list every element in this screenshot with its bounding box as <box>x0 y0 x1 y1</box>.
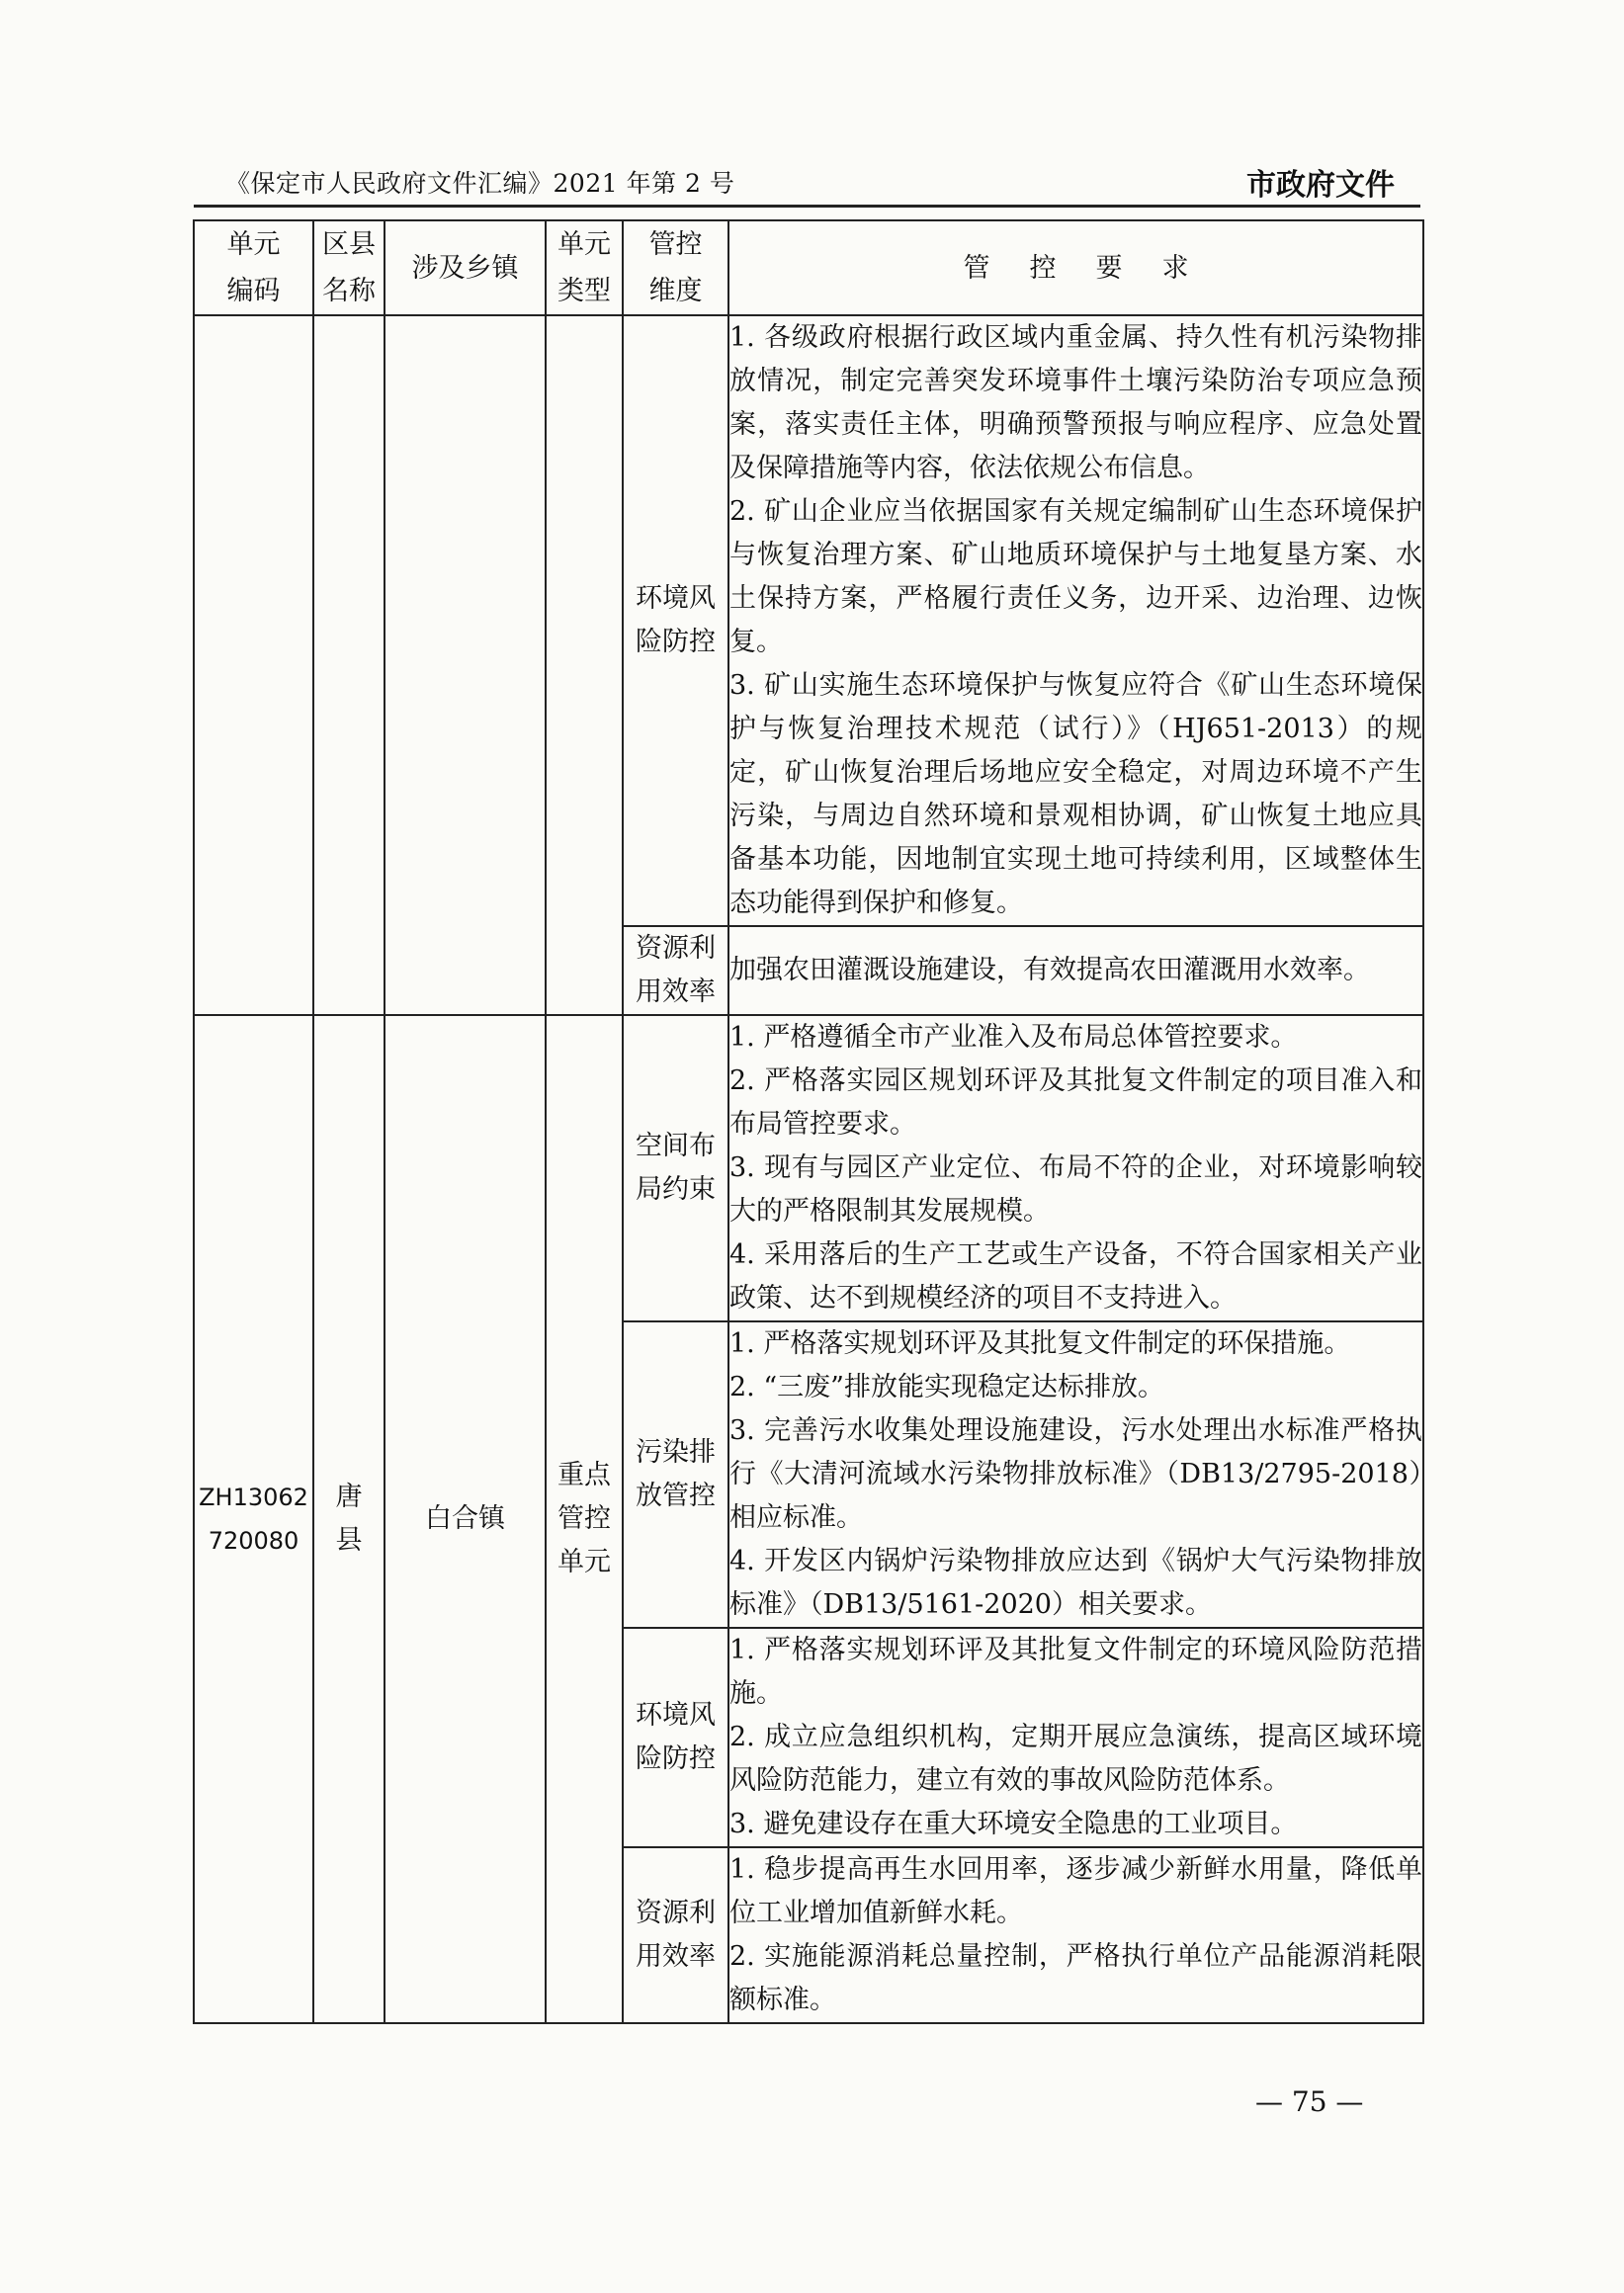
header-requirement: 管控要求 <box>728 220 1423 315</box>
county-cell: 唐 县 <box>313 1015 385 2023</box>
town-cell: 白合镇 <box>385 1015 546 2023</box>
requirement-item: 加强农田灌溉设施建设，有效提高农田灌溉用水效率。 <box>729 955 1370 985</box>
requirement-item: 3. 避免建设存在重大环境安全隐患的工业项目。 <box>729 1809 1298 1839</box>
requirement-item: 3. 矿山实施生态环境保护与恢复应符合《矿山生态环境保护与恢复治理技术规范（试行）》（HJ651-2013）的规定，矿山恢复治理后场地应安全稳定，对周边环境不产生污染，与周边自然环境和景观相协调，矿山恢复土地应具备基本功能，因地制宜实现土地可持续利用，区域整体生态功能得到保护和修复。 <box>729 670 1422 918</box>
header-town: 涉及乡镇 <box>385 220 546 315</box>
header-unit-type: 单元 类型 <box>546 220 623 315</box>
requirement-item: 1. 稳步提高再生水回用率，逐步减少新鲜水用量，降低单位工业增加值新鲜水耗。 <box>729 1854 1422 1928</box>
requirement-item: 3. 完善污水收集处理设施建设，污水处理出水标准严格执行《大清河流域水污染物排放标准》（DB13/2795-2018）相应标准。 <box>729 1415 1422 1533</box>
header-unit-code: 单元 编码 <box>194 220 313 315</box>
requirement-item: 1. 严格落实规划环评及其批复文件制定的环保措施。 <box>729 1328 1351 1359</box>
requirement-item: 4. 开发区内锅炉污染物排放应达到《锅炉大气污染物排放标准》（DB13/5161-2020）相关要求。 <box>729 1546 1422 1620</box>
requirement-item: 1. 严格落实规划环评及其批复文件制定的环境风险防范措施。 <box>729 1635 1422 1709</box>
requirement-item: 2. 矿山企业应当依据国家有关规定编制矿山生态环境保护与恢复治理方案、矿山地质环境保护与土地复垦方案、水土保持方案，严格履行责任义务，边开采、边治理、边恢复。 <box>729 496 1422 657</box>
dimension-cell: 污染排 放管控 <box>623 1321 728 1628</box>
dimension-cell: 环境风 险防控 <box>623 315 728 926</box>
requirement-item: 2. 成立应急组织机构，定期开展应急演练，提高区域环境风险防范能力，建立有效的事故风险防范体系。 <box>729 1722 1422 1796</box>
control-requirements-table <box>193 219 1424 2024</box>
requirement-cell <box>728 1847 1423 2023</box>
unit-type-cell: 重点 管控 单元 <box>546 1015 623 2023</box>
dimension-cell: 资源利 用效率 <box>623 1847 728 2023</box>
table-header-row <box>194 220 1423 315</box>
dimension-cell: 空间布 局约束 <box>623 1015 728 1321</box>
requirement-item: 1. 严格遵循全市产业准入及布局总体管控要求。 <box>729 1022 1298 1053</box>
requirement-cell <box>728 315 1423 926</box>
dimension-cell: 资源利 用效率 <box>623 926 728 1015</box>
page-number: — 75 — <box>1255 2085 1364 2118</box>
requirement-cell <box>728 1015 1423 1321</box>
county-cell <box>313 315 385 1015</box>
unit-type-cell <box>546 315 623 1015</box>
header-divider <box>194 205 1420 208</box>
requirement-cell <box>728 926 1423 1015</box>
requirement-cell <box>728 1628 1423 1847</box>
header-county: 区县 名称 <box>313 220 385 315</box>
table-row <box>194 1015 1423 1321</box>
requirement-item: 2. 严格落实园区规划环评及其批复文件制定的项目准入和布局管控要求。 <box>729 1065 1422 1140</box>
header-dimension: 管控 维度 <box>623 220 728 315</box>
section-title: 市政府文件 <box>1246 168 1395 203</box>
table-row <box>194 315 1423 926</box>
dimension-cell: 环境风 险防控 <box>623 1628 728 1847</box>
requirement-cell <box>728 1321 1423 1628</box>
town-cell <box>385 315 546 1015</box>
requirement-item: 3. 现有与园区产业定位、布局不符的企业，对环境影响较大的严格限制其发展规模。 <box>729 1152 1422 1227</box>
requirement-item: 1. 各级政府根据行政区域内重金属、持久性有机污染物排放情况，制定完善突发环境事件土壤污染防治专项应急预案，落实责任主体，明确预警预报与响应程序、应急处置及保障措施等内容，依法依规公布信息。 <box>729 322 1422 483</box>
requirement-item: 2. 实施能源消耗总量控制，严格执行单位产品能源消耗限额标准。 <box>729 1941 1422 2015</box>
unit-code-cell <box>194 315 313 1015</box>
requirement-item: 4. 采用落后的生产工艺或生产设备，不符合国家相关产业政策、达不到规模经济的项目不支持进入。 <box>729 1239 1422 1314</box>
unit-code-cell: ZH13062 720080 <box>194 1015 313 2023</box>
requirement-item: 2. “三废”排放能实现稳定达标排放。 <box>729 1372 1164 1402</box>
publication-title: 《保定市人民政府文件汇编》2021 年第 2 号 <box>225 169 735 198</box>
